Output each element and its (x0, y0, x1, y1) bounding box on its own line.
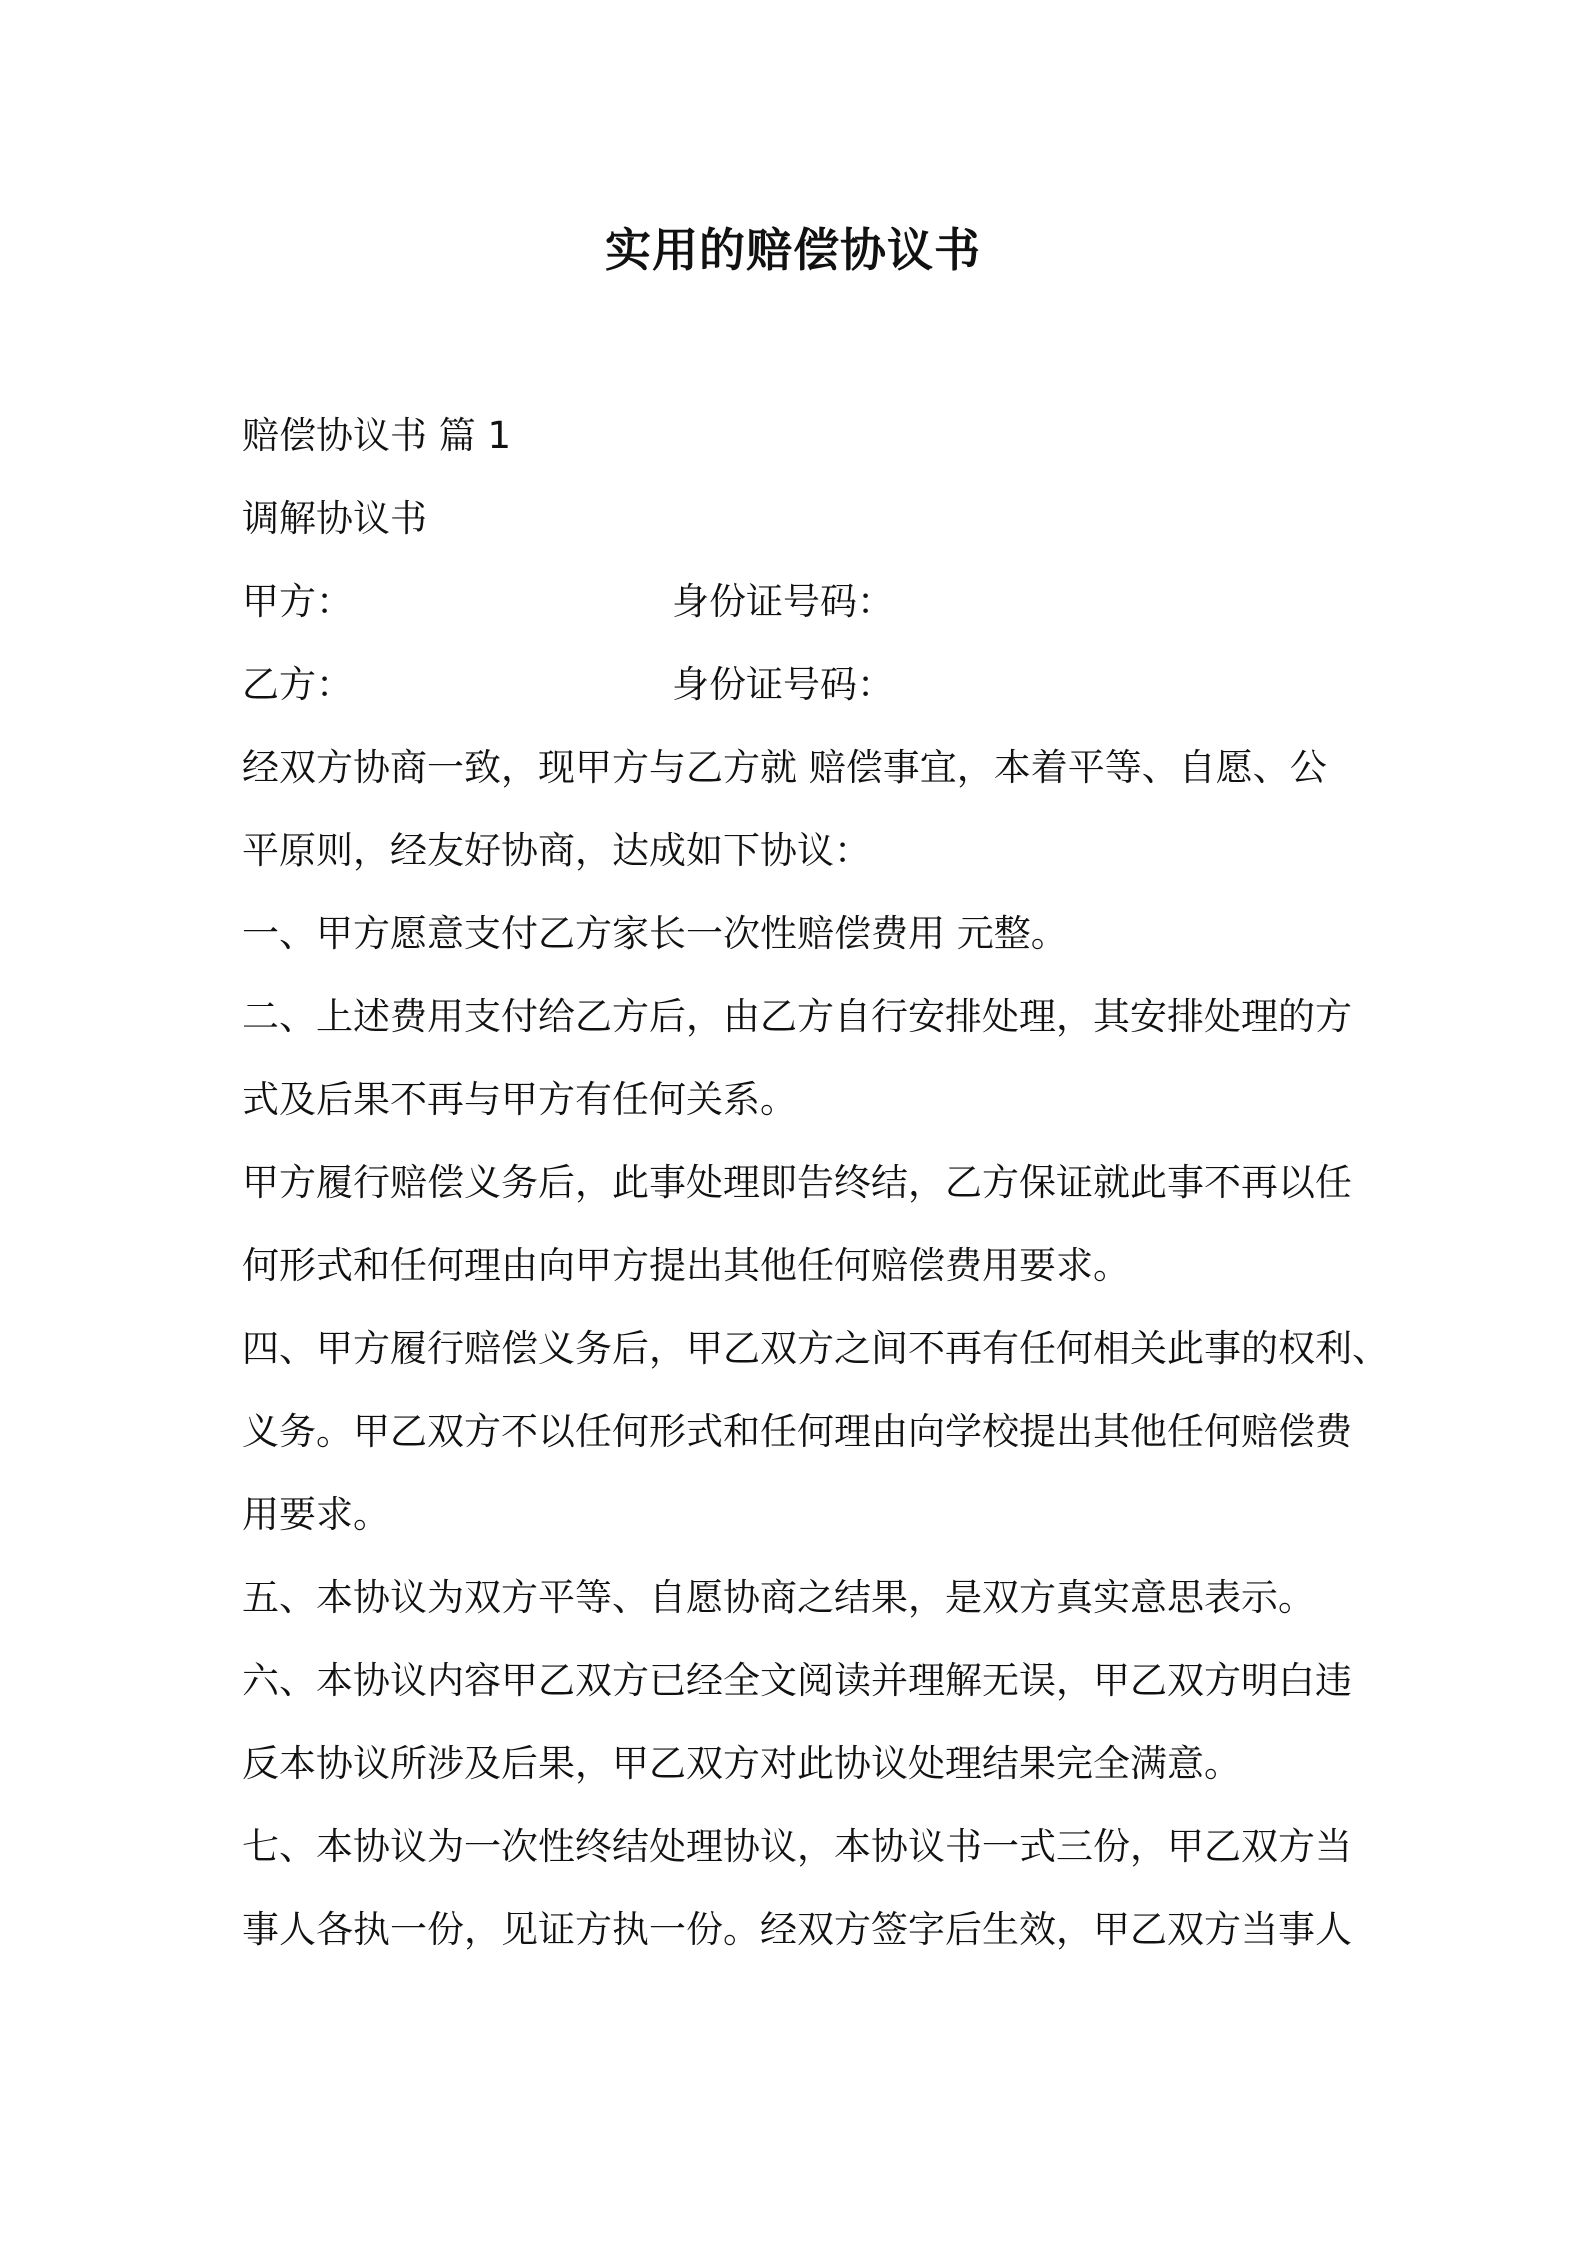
body-line: 经双方协商一致，现甲方与乙方就 赔偿事宜，本着平等、自愿、公 (242, 746, 1327, 789)
body-line: 义务。甲乙双方不以任何形式和任何理由向学校提出其他任何赔偿费 (242, 1410, 1352, 1453)
party-b-label: 乙方： (242, 663, 353, 706)
body-line: 式及后果不再与甲方有任何关系。 (242, 1078, 797, 1121)
clause-3: 甲方履行赔偿义务后，此事处理即告终结，乙方保证就此事不再以任 (242, 1161, 1352, 1204)
body-line: 何形式和任何理由向甲方提出其他任何赔偿费用要求。 (242, 1244, 1130, 1287)
clause-1: 一、甲方愿意支付乙方家长一次性赔偿费用 元整。 (242, 912, 1068, 955)
clause-7: 七、本协议为一次性终结处理协议，本协议书一式三份，甲乙双方当 (242, 1825, 1352, 1868)
body-line: 反本协议所涉及后果，甲乙双方对此协议处理结果完全满意。 (242, 1742, 1241, 1785)
party-b-row (242, 660, 353, 710)
clause-5: 五、本协议为双方平等、自愿协商之结果，是双方真实意思表示。 (242, 1576, 1315, 1619)
party-b-id-label: 身份证号码： (672, 663, 894, 706)
subheading: 调解协议书 (242, 497, 427, 540)
clause-4: 四、甲方履行赔偿义务后，甲乙双方之间不再有任何相关此事的权利、 (242, 1327, 1389, 1370)
party-a-label: 甲方： (242, 580, 353, 623)
body-line: 平原则，经友好协商，达成如下协议： (242, 829, 871, 872)
body-line: 用要求。 (242, 1493, 390, 1536)
body-line: 事人各执一份，见证方执一份。经双方签字后生效，甲乙双方当事人 (242, 1908, 1352, 1951)
document-title: 实用的赔偿协议书 (605, 223, 981, 277)
clause-2: 二、上述费用支付给乙方后，由乙方自行安排处理，其安排处理的方 (242, 995, 1352, 1038)
party-a-id-label: 身份证号码： (672, 580, 894, 623)
party-a-row (242, 577, 353, 627)
clause-6: 六、本协议内容甲乙双方已经全文阅读并理解无误，甲乙双方明白违 (242, 1659, 1352, 1702)
section-heading: 赔偿协议书 篇 1 (242, 414, 512, 457)
